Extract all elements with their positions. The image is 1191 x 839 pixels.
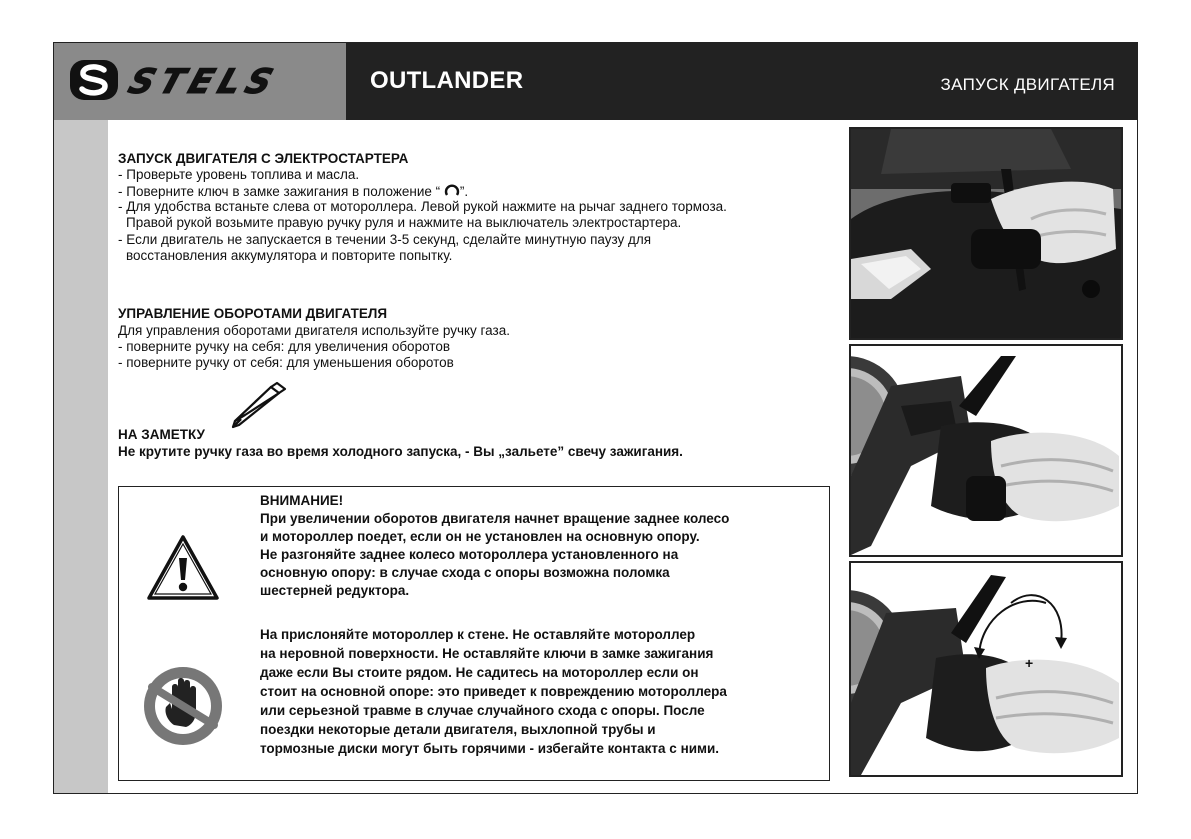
photo-brake-lever [849,127,1123,340]
side-band [54,120,108,793]
text-line [118,183,468,200]
text-line: - поверните ручку от себя: для уменьшения оборотов [118,355,454,370]
warning-triangle-icon [146,534,220,602]
text-line: - Проверьте уровень топлива и масла. [118,167,360,182]
photo-throttle-illustration [851,346,1121,555]
warning-line: и мотороллер поедет, если он не установлен на основную опору. [260,529,700,544]
brand-wordmark: STELS [123,62,284,102]
section-title: ЗАПУСК ДВИГАТЕЛЯ [940,75,1115,94]
note-text: Не крутите ручку газа во время холодного запуска, - Вы „зальете” свечу зажигания. [118,444,683,459]
photo-throttle-direction [849,561,1123,777]
photo-throttle-direction-illustration [851,563,1121,775]
warning-line: тормозные диски могут быть горячими - избегайте контакта с ними. [260,741,720,756]
electric-start-heading: ЗАПУСК ДВИГАТЕЛЯ С ЭЛЕКТРОСТАРТЕРА [118,151,409,166]
throttle-heading: УПРАВЛЕНИЕ ОБОРОТАМИ ДВИГАТЕЛЯ [118,306,388,321]
warning-line: на неровной поверхности. Не оставляйте ключи в замке зажигания [260,646,714,661]
warning-line: Не разгоняйте заднее колесо мотороллера установленного на [260,547,679,562]
stels-s-logo-icon [68,56,120,104]
text-line: - Для удобства встаньте слева от мотороллера. Левой рукой нажмите на рычаг заднего тормоза. [118,199,727,214]
warning-line: или серьезной травме в случае случайного схода с опоры. После [260,703,705,718]
photo-throttle-grip [849,344,1123,557]
throttle-plus-mark: + [1025,655,1034,671]
warning-line: стоит на основной опоре: это приведет к повреждению мотороллера [260,684,727,699]
throttle-minus-mark: - [961,625,967,645]
note-heading: НА ЗАМЕТКУ [118,427,205,442]
pencil-icon [231,381,293,429]
warning-line: На прислоняйте мотороллер к стене. Не оставляйте мотороллер [260,627,696,642]
warning-line: При увеличении оборотов двигателя начнет вращение заднее колесо [260,511,730,526]
photo-brake-lever-illustration [851,129,1121,338]
warning-title: ВНИМАНИЕ! [260,493,344,508]
no-hand-prohibition-icon [140,663,226,749]
text-line: - Если двигатель не запускается в течении 3-5 секунд, сделайте минутную паузу для [118,232,652,247]
warning-line: поездки некоторые детали двигателя, выхлопной трубы и [260,722,656,737]
warning-line: шестерней редуктора. [260,583,410,598]
text-line: восстановления аккумулятора и повторите попытку. [126,248,453,263]
warning-box [118,486,830,781]
text-fragment: - Поверните ключ в замке зажигания в положение “ [118,184,444,199]
text-line: Для управления оборотами двигателя используйте ручку газа. [118,323,510,338]
page-frame [53,42,1138,794]
ignition-start-icon [444,183,460,198]
warning-line: основную опору: в случае схода с опоры возможна поломка [260,565,670,580]
text-fragment: ”. [459,184,469,199]
header-bar [54,43,1137,120]
text-line: - поверните ручку на себя: для увеличения оборотов [118,339,450,354]
brand-logo [54,43,346,120]
warning-line: даже если Вы стоите рядом. Не садитесь на мотороллер если он [260,665,699,680]
text-line: Правой рукой возьмите правую ручку руля и нажмите на выключатель электростартера. [126,215,682,230]
model-title: OUTLANDER [370,67,524,94]
